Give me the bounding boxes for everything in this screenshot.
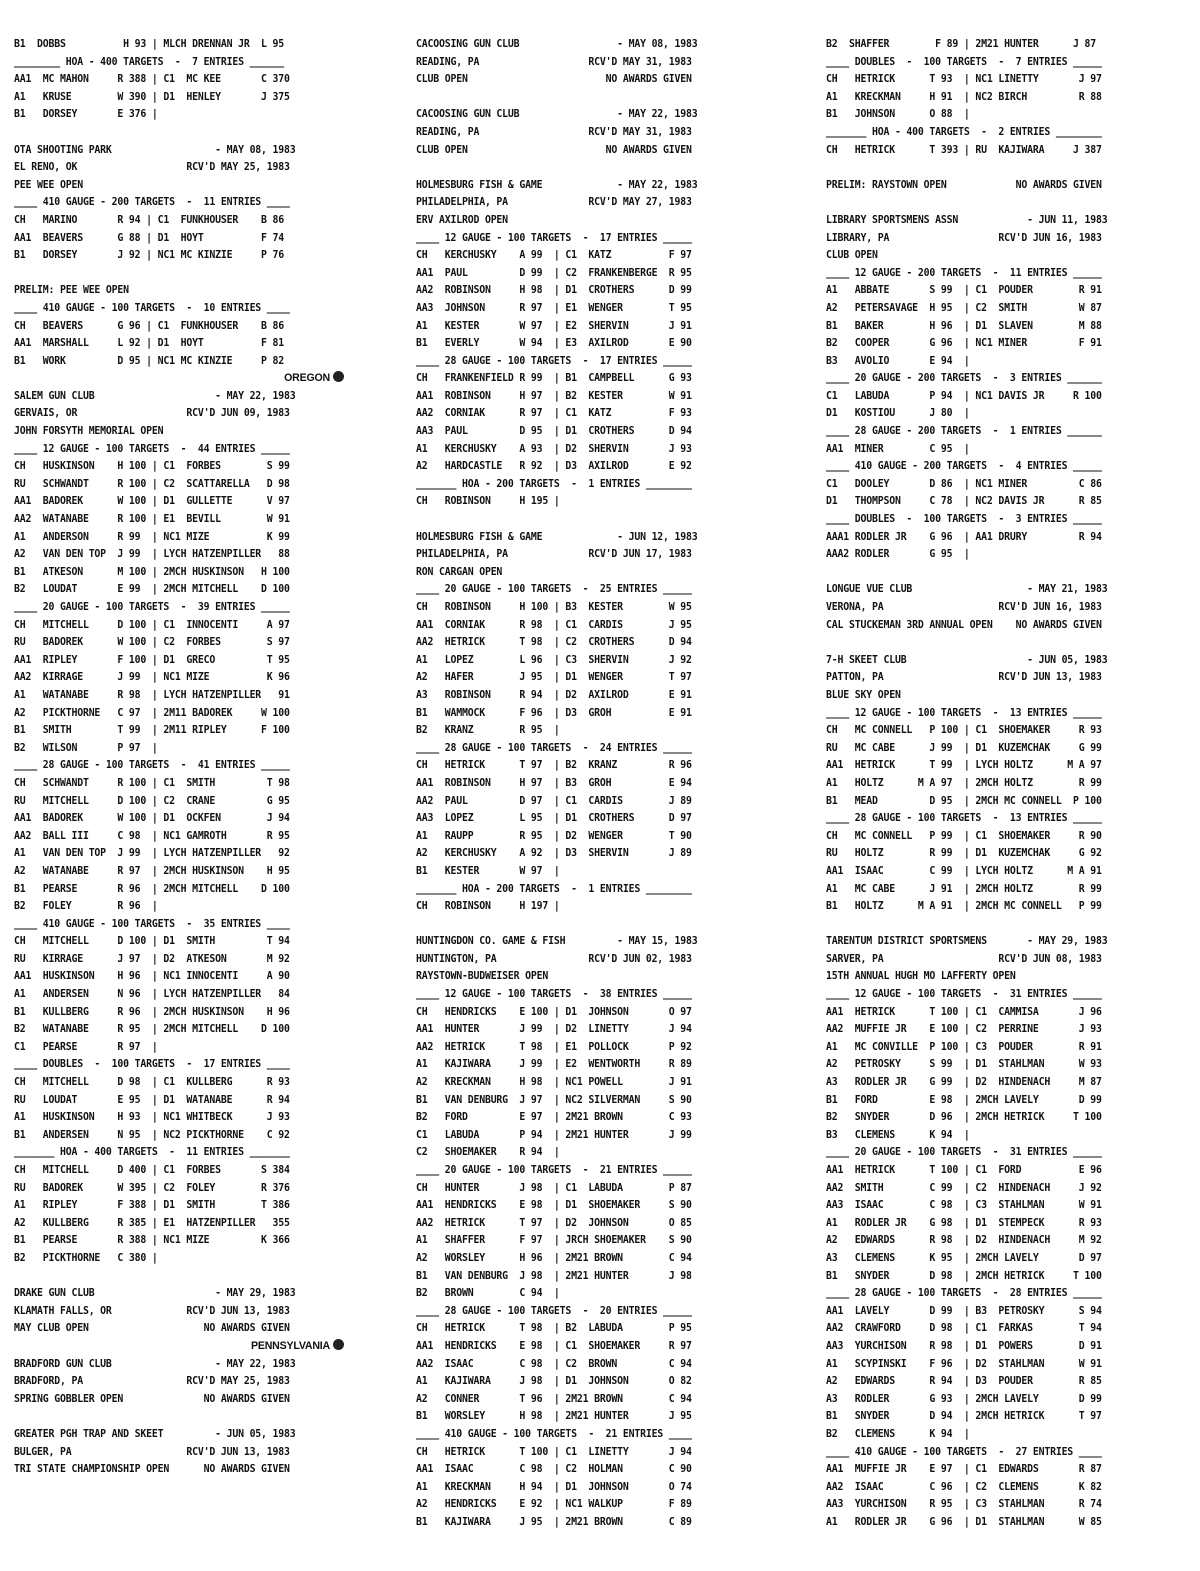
results-line: RU MC CABE J 99 | D1 KUZEMCHAK G 99 bbox=[826, 741, 1102, 754]
results-line: _______ HOA - 200 TARGETS - 1 ENTRIES ________ bbox=[416, 882, 692, 895]
results-line: A1 SCYPINSKI F 96 | D2 STAHLMAN W 91 bbox=[826, 1357, 1102, 1370]
results-line: TRI STATE CHAMPIONSHIP OPEN NO AWARDS GIVEN bbox=[14, 1463, 290, 1476]
results-line: CH ROBINSON H 100 | B3 KESTER W 95 bbox=[416, 601, 692, 613]
state-name: PENNSYLVANIA bbox=[250, 1339, 330, 1352]
results-line: _______ HOA - 400 TARGETS - 2 ENTRIES ________ bbox=[826, 125, 1102, 138]
spacer bbox=[826, 634, 1156, 652]
results-line: AA1 ROBINSON H 97 | B2 KESTER W 91 bbox=[416, 389, 692, 402]
results-line: CH SCHWANDT R 100 | C1 SMITH T 98 bbox=[14, 776, 290, 789]
results-line: AA1 MARSHALL L 92 | D1 HOYT F 81 bbox=[14, 337, 285, 350]
results-line: BRADFORD GUN CLUB - MAY 22, 1983 bbox=[14, 1357, 296, 1370]
results-line: AA1 BADOREK W 100 | D1 GULLETTE V 97 bbox=[14, 495, 290, 508]
results-line: B1 VAN DENBURG J 97 | NC2 SILVERMAN S 90 bbox=[416, 1093, 692, 1106]
results-line: CH HUSKINSON H 100 | C1 FORBES S 99 bbox=[14, 460, 290, 473]
spacer bbox=[826, 916, 1156, 934]
results-line: ____ 28 GAUGE - 100 TARGETS - 24 ENTRIES _____ bbox=[416, 741, 692, 754]
results-line: B2 SHAFFER F 89 | 2M21 HUNTER J 87 bbox=[826, 38, 1097, 50]
results-line: SARVER, PA RCV'D JUN 08, 1983 bbox=[826, 952, 1102, 965]
results-line: D1 THOMPSON C 78 | NC2 DAVIS JR R 85 bbox=[826, 495, 1102, 508]
results-line: A1 RIPLEY F 388 | D1 SMITH T 386 bbox=[14, 1199, 290, 1212]
spacer bbox=[14, 1408, 344, 1426]
results-line: A1 KRECKMAN H 94 | D1 JOHNSON O 74 bbox=[416, 1480, 692, 1493]
results-line: KLAMATH FALLS, OR RCV'D JUN 13, 1983 bbox=[14, 1304, 290, 1317]
results-line: CH BEAVERS G 96 | C1 FUNKHOUSER B 86 bbox=[14, 319, 285, 332]
results-line: A2 EDWARDS R 98 | D2 HINDENACH M 92 bbox=[826, 1234, 1102, 1247]
results-line: RU LOUDAT E 95 | D1 WATANABE R 94 bbox=[14, 1093, 290, 1106]
results-line: AAA1 RODLER JR G 96 | AA1 DRURY R 94 bbox=[826, 530, 1102, 543]
results-line: A3 ROBINSON R 94 | D2 AXILROD E 91 bbox=[416, 688, 692, 701]
results-line: AA2 MUFFIE JR E 100 | C2 PERRINE J 93 bbox=[826, 1023, 1102, 1036]
results-line: AA2 CRAWFORD D 98 | C1 FARKAS T 94 bbox=[826, 1322, 1102, 1335]
results-line: HUNTINGDON CO. GAME & FISH - MAY 15, 1983 bbox=[416, 935, 698, 948]
results-line: C1 LABUDA P 94 | 2M21 HUNTER J 99 bbox=[416, 1128, 692, 1141]
results-line: B2 KRANZ R 95 | bbox=[416, 724, 560, 737]
results-line: AA1 MC MAHON R 388 | C1 MC KEE C 370 bbox=[14, 73, 290, 86]
results-line: BLUE SKY OPEN bbox=[826, 688, 901, 701]
results-line: A2 VAN DEN TOP J 99 | LYCH HATZENPILLER 88 bbox=[14, 548, 290, 561]
results-line: CLUB OPEN NO AWARDS GIVEN bbox=[416, 143, 692, 156]
results-line: B1 ANDERSEN N 95 | NC2 PICKTHORNE C 92 bbox=[14, 1128, 290, 1141]
results-line: C1 LABUDA P 94 | NC1 DAVIS JR R 100 bbox=[826, 389, 1102, 402]
results-line: B2 BROWN C 94 | bbox=[416, 1287, 560, 1300]
results-line: AA2 SMITH C 99 | C2 HINDENACH J 92 bbox=[826, 1181, 1102, 1194]
results-line: AA1 HUNTER J 99 | D2 LINETTY J 94 bbox=[416, 1023, 692, 1036]
results-line: PATTON, PA RCV'D JUN 13, 1983 bbox=[826, 671, 1102, 684]
results-line: A1 LOPEZ L 96 | C3 SHERVIN J 92 bbox=[416, 653, 692, 666]
spacer bbox=[14, 1268, 344, 1286]
results-line: RU BADOREK W 100 | C2 FORBES S 97 bbox=[14, 636, 290, 649]
results-line: A2 PETROSKY S 99 | D1 STAHLMAN W 93 bbox=[826, 1058, 1102, 1071]
results-line: RU HOLTZ R 99 | D1 KUZEMCHAK G 92 bbox=[826, 847, 1102, 860]
results-line: B1 DORSEY J 92 | NC1 MC KINZIE P 76 bbox=[14, 249, 285, 262]
results-line: ____ 410 GAUGE - 100 TARGETS - 27 ENTRIES ____ bbox=[826, 1445, 1102, 1458]
results-line: RU SCHWANDT R 100 | C2 SCATTARELLA D 98 bbox=[14, 477, 290, 490]
results-line: A1 ABBATE S 99 | C1 POUDER R 91 bbox=[826, 284, 1102, 297]
results-line: B1 JOHNSON O 88 | bbox=[826, 108, 970, 121]
results-line: C2 SHOEMAKER R 94 | bbox=[416, 1146, 560, 1159]
results-line: ____ 12 GAUGE - 100 TARGETS - 13 ENTRIES _____ bbox=[826, 706, 1102, 719]
results-line: RON CARGAN OPEN bbox=[416, 565, 503, 578]
results-line: B1 WAMMOCK F 96 | D3 GROH E 91 bbox=[416, 706, 692, 719]
results-line: A1 WATANABE R 98 | LYCH HATZENPILLER 91 bbox=[14, 688, 290, 701]
results-line: BRADFORD, PA RCV'D MAY 25, 1983 bbox=[14, 1375, 290, 1388]
results-column-1 bbox=[14, 36, 344, 1479]
spacer bbox=[826, 159, 1156, 177]
results-line: CH MITCHELL D 100 | D1 SMITH T 94 bbox=[14, 935, 290, 948]
results-line: B2 WILSON P 97 | bbox=[14, 741, 158, 754]
results-line: AA1 BEAVERS G 88 | D1 HOYT F 74 bbox=[14, 231, 285, 244]
results-line: ____ 28 GAUGE - 200 TARGETS - 1 ENTRIES ______ bbox=[826, 425, 1102, 438]
spacer bbox=[416, 511, 746, 529]
results-line: CH FRANKENFIELD R 99 | B1 CAMPBELL G 93 bbox=[416, 372, 692, 385]
results-line: CH MC CONNELL P 99 | C1 SHOEMAKER R 90 bbox=[826, 829, 1102, 842]
results-line: AA2 ISAAC C 96 | C2 CLEMENS K 82 bbox=[826, 1480, 1102, 1493]
results-line: CH KERCHUSKY A 99 | C1 KATZ F 97 bbox=[416, 249, 692, 262]
results-line: _______ HOA - 200 TARGETS - 1 ENTRIES ________ bbox=[416, 477, 692, 490]
results-line: A1 VAN DEN TOP J 99 | LYCH HATZENPILLER 92 bbox=[14, 847, 290, 860]
results-line: AA1 RIPLEY F 100 | D1 GRECO T 95 bbox=[14, 653, 290, 666]
results-line: AA3 LOPEZ L 95 | D1 CROTHERS D 97 bbox=[416, 812, 692, 825]
results-column-3 bbox=[826, 36, 1156, 1531]
results-line: ____ 12 GAUGE - 100 TARGETS - 17 ENTRIES _____ bbox=[416, 231, 692, 244]
results-line: A1 RAUPP R 95 | D2 WENGER T 90 bbox=[416, 829, 692, 842]
results-line: A1 RODLER JR G 96 | D1 STAHLMAN W 85 bbox=[826, 1515, 1102, 1528]
results-line: _______ HOA - 400 TARGETS - 11 ENTRIES _______ bbox=[14, 1146, 290, 1159]
results-line: CH HETRICK T 93 | NC1 LINETTY J 97 bbox=[826, 73, 1102, 86]
results-line: AA3 ISAAC C 98 | C3 STAHLMAN W 91 bbox=[826, 1199, 1102, 1212]
results-line: AA2 ROBINSON H 98 | D1 CROTHERS D 99 bbox=[416, 284, 692, 297]
results-line: A2 HARDCASTLE R 92 | D3 AXILROD E 92 bbox=[416, 460, 692, 473]
results-line: A3 RODLER JR G 99 | D2 HINDENACH M 87 bbox=[826, 1076, 1102, 1089]
results-line: DRAKE GUN CLUB - MAY 29, 1983 bbox=[14, 1287, 296, 1300]
results-line: ____ 12 GAUGE - 100 TARGETS - 44 ENTRIES _____ bbox=[14, 442, 290, 455]
results-line: AA1 PAUL D 99 | C2 FRANKENBERGE R 95 bbox=[416, 266, 692, 279]
results-line: B1 KAJIWARA J 95 | 2M21 BROWN C 89 bbox=[416, 1515, 692, 1528]
results-line: HUNTINGTON, PA RCV'D JUN 02, 1983 bbox=[416, 952, 692, 965]
results-line: PEE WEE OPEN bbox=[14, 178, 83, 191]
results-line: B1 SNYDER D 94 | 2MCH HETRICK T 97 bbox=[826, 1410, 1102, 1423]
spacer bbox=[14, 124, 344, 142]
results-line: TARENTUM DISTRICT SPORTSMENS - MAY 29, 1983 bbox=[826, 935, 1108, 948]
results-line: B1 DOBBS H 93 | MLCH DRENNAN JR L 95 bbox=[14, 38, 285, 50]
results-line: 7-H SKEET CLUB - JUN 05, 1983 bbox=[826, 653, 1108, 666]
results-line: PRELIM: PEE WEE OPEN bbox=[14, 284, 129, 297]
results-line: A2 PICKTHORNE C 97 | 2M11 BADOREK W 100 bbox=[14, 706, 290, 719]
results-line: A2 KERCHUSKY A 92 | D3 SHERVIN J 89 bbox=[416, 847, 692, 860]
results-line: A1 SHAFFER F 97 | JRCH SHOEMAKER S 90 bbox=[416, 1234, 692, 1247]
results-line: B1 FORD E 98 | 2MCH LAVELY D 99 bbox=[826, 1093, 1102, 1106]
results-line: LONGUE VUE CLUB - MAY 21, 1983 bbox=[826, 583, 1108, 596]
results-line: AA2 HETRICK T 98 | E1 POLLOCK P 92 bbox=[416, 1040, 692, 1053]
results-line: CACOOSING GUN CLUB - MAY 08, 1983 bbox=[416, 38, 698, 50]
bullet-icon bbox=[333, 371, 344, 382]
results-line: A2 HENDRICKS E 92 | NC1 WALKUP F 89 bbox=[416, 1498, 692, 1511]
results-line: AA2 HETRICK T 97 | D2 JOHNSON O 85 bbox=[416, 1216, 692, 1229]
results-line: AA1 CORNIAK R 98 | C1 CARDIS J 95 bbox=[416, 618, 692, 631]
results-line: BULGER, PA RCV'D JUN 13, 1983 bbox=[14, 1445, 290, 1458]
results-line: A1 HUSKINSON H 93 | NC1 WHITBECK J 93 bbox=[14, 1111, 290, 1124]
results-line: A3 CLEMENS K 95 | 2MCH LAVELY D 97 bbox=[826, 1251, 1102, 1264]
results-line: AA1 ISAAC C 99 | LYCH HOLTZ M A 91 bbox=[826, 864, 1102, 877]
results-line: AA1 HENDRICKS E 98 | D1 SHOEMAKER S 90 bbox=[416, 1199, 692, 1212]
results-line: AA2 ISAAC C 98 | C2 BROWN C 94 bbox=[416, 1357, 692, 1370]
results-line: B1 DORSEY E 376 | bbox=[14, 108, 158, 121]
results-line: ____ 28 GAUGE - 100 TARGETS - 20 ENTRIES _____ bbox=[416, 1304, 692, 1317]
results-line: B2 PICKTHORNE C 380 | bbox=[14, 1251, 158, 1264]
results-line: A1 KAJIWARA J 99 | E2 WENTWORTH R 89 bbox=[416, 1058, 692, 1071]
results-line: CH MITCHELL D 98 | C1 KULLBERG R 93 bbox=[14, 1076, 290, 1089]
results-line: A1 KESTER W 97 | E2 SHERVIN J 91 bbox=[416, 319, 692, 332]
results-line: ____ 410 GAUGE - 100 TARGETS - 35 ENTRIES ____ bbox=[14, 917, 290, 930]
results-line: ____ 410 GAUGE - 100 TARGETS - 21 ENTRIES ____ bbox=[416, 1427, 692, 1440]
results-line: AA2 WATANABE R 100 | E1 BEVILL W 91 bbox=[14, 513, 290, 526]
results-line: ____ 410 GAUGE - 200 TARGETS - 4 ENTRIES _____ bbox=[826, 460, 1102, 473]
results-line: RAYSTOWN-BUDWEISER OPEN bbox=[416, 970, 549, 983]
results-line: B1 HOLTZ M A 91 | 2MCH MC CONNELL P 99 bbox=[826, 900, 1102, 913]
results-line: B2 FORD E 97 | 2M21 BROWN C 93 bbox=[416, 1111, 692, 1124]
results-line: B1 EVERLY W 94 | E3 AXILROD E 90 bbox=[416, 337, 692, 350]
results-line: READING, PA RCV'D MAY 31, 1983 bbox=[416, 55, 692, 68]
results-line: CH MC CONNELL P 100 | C1 SHOEMAKER R 93 bbox=[826, 724, 1102, 737]
results-line: B1 SMITH T 99 | 2M11 RIPLEY F 100 bbox=[14, 724, 290, 737]
results-line: B1 WORK D 95 | NC1 MC KINZIE P 82 bbox=[14, 354, 285, 367]
results-line: AAA2 RODLER G 95 | bbox=[826, 548, 970, 561]
results-line: ____ 28 GAUGE - 100 TARGETS - 28 ENTRIES _____ bbox=[826, 1287, 1102, 1300]
results-line: AA1 BADOREK W 100 | D1 OCKFEN J 94 bbox=[14, 812, 290, 825]
results-line: AA2 HETRICK T 98 | C2 CROTHERS D 94 bbox=[416, 636, 692, 649]
results-line: ERV AXILROD OPEN bbox=[416, 213, 508, 226]
results-line: B2 CLEMENS K 94 | bbox=[826, 1427, 970, 1440]
state-heading bbox=[14, 1338, 344, 1356]
bullet-icon bbox=[333, 1339, 344, 1350]
results-line: PHILADELPHIA, PA RCV'D JUN 17, 1983 bbox=[416, 548, 692, 561]
results-line: A1 MC CONVILLE P 100 | C3 POUDER R 91 bbox=[826, 1040, 1102, 1053]
results-line: CH HETRICK T 98 | B2 LABUDA P 95 bbox=[416, 1322, 692, 1335]
results-line: CACOOSING GUN CLUB - MAY 22, 1983 bbox=[416, 108, 698, 121]
results-line: AA3 YURCHISON R 95 | C3 STAHLMAN R 74 bbox=[826, 1498, 1102, 1511]
results-line: PRELIM: RAYSTOWN OPEN NO AWARDS GIVEN bbox=[826, 178, 1102, 191]
results-line: B1 ATKESON M 100 | 2MCH HUSKINSON H 100 bbox=[14, 565, 290, 578]
results-line: AA1 HUSKINSON H 96 | NC1 INNOCENTI A 90 bbox=[14, 970, 290, 983]
results-column-2 bbox=[416, 36, 746, 1531]
results-line: CH HENDRICKS E 100 | D1 JOHNSON O 97 bbox=[416, 1005, 692, 1018]
results-line: B3 CLEMENS K 94 | bbox=[826, 1128, 970, 1141]
results-line: AA1 HETRICK T 100 | C1 FORD E 96 bbox=[826, 1164, 1102, 1176]
results-line: C1 DOOLEY D 86 | NC1 MINER C 86 bbox=[826, 477, 1102, 490]
results-line: ____ 28 GAUGE - 100 TARGETS - 41 ENTRIES _____ bbox=[14, 759, 290, 772]
results-line: A1 RODLER JR G 98 | D1 STEMPECK R 93 bbox=[826, 1216, 1102, 1229]
results-line: ____ 12 GAUGE - 100 TARGETS - 38 ENTRIES _____ bbox=[416, 988, 692, 1001]
results-line: A1 KAJIWARA J 98 | D1 JOHNSON O 82 bbox=[416, 1375, 692, 1388]
results-line: ____ 20 GAUGE - 100 TARGETS - 25 ENTRIES _____ bbox=[416, 583, 692, 596]
state-heading bbox=[14, 370, 344, 388]
state-name: OREGON bbox=[284, 372, 330, 385]
results-line: OTA SHOOTING PARK - MAY 08, 1983 bbox=[14, 143, 296, 156]
results-line: ____ 28 GAUGE - 100 TARGETS - 17 ENTRIES _____ bbox=[416, 354, 692, 367]
results-line: AA2 BALL III C 98 | NC1 GAMROTH R 95 bbox=[14, 829, 290, 842]
results-line: CH HETRICK T 100 | C1 LINETTY J 94 bbox=[416, 1445, 692, 1458]
results-line: AA1 MUFFIE JR E 97 | C1 EDWARDS R 87 bbox=[826, 1463, 1102, 1476]
results-line: 15TH ANNUAL HUGH MO LAFFERTY OPEN bbox=[826, 970, 1016, 983]
results-line: B1 PEARSE R 96 | 2MCH MITCHELL D 100 bbox=[14, 882, 290, 895]
results-line: A2 CONNER T 96 | 2M21 BROWN C 94 bbox=[416, 1392, 692, 1405]
results-line: B1 SNYDER D 98 | 2MCH HETRICK T 100 bbox=[826, 1269, 1102, 1282]
results-line: ____ 410 GAUGE - 200 TARGETS - 11 ENTRIES ____ bbox=[14, 196, 290, 209]
spacer bbox=[416, 89, 746, 107]
results-line: CH MARINO R 94 | C1 FUNKHOUSER B 86 bbox=[14, 213, 285, 226]
results-line: CH ROBINSON H 195 | bbox=[416, 495, 560, 508]
results-line: CH HUNTER J 98 | C1 LABUDA P 87 bbox=[416, 1181, 692, 1194]
results-line: AA2 KIRRAGE J 99 | NC1 MIZE K 96 bbox=[14, 671, 290, 684]
results-line: A1 KRECKMAN H 91 | NC2 BIRCH R 88 bbox=[826, 90, 1102, 103]
results-line: B2 FOLEY R 96 | bbox=[14, 900, 158, 913]
results-line: AA1 ROBINSON H 97 | B3 GROH E 94 bbox=[416, 776, 692, 789]
results-line: A1 KRUSE W 390 | D1 HENLEY J 375 bbox=[14, 90, 290, 103]
results-line: SALEM GUN CLUB - MAY 22, 1983 bbox=[14, 389, 296, 402]
results-line: CH HETRICK T 97 | B2 KRANZ R 96 bbox=[416, 759, 692, 772]
results-line: ____ DOUBLES - 100 TARGETS - 17 ENTRIES ____ bbox=[14, 1058, 290, 1071]
results-line: ____ 20 GAUGE - 200 TARGETS - 3 ENTRIES ______ bbox=[826, 372, 1102, 385]
results-line: CH MITCHELL D 400 | C1 FORBES S 384 bbox=[14, 1164, 290, 1176]
results-line: A2 HAFER J 95 | D1 WENGER T 97 bbox=[416, 671, 692, 684]
results-line: MAY CLUB OPEN NO AWARDS GIVEN bbox=[14, 1322, 290, 1335]
results-line: SPRING GOBBLER OPEN NO AWARDS GIVEN bbox=[14, 1392, 290, 1405]
results-line: ____ 410 GAUGE - 100 TARGETS - 10 ENTRIES ____ bbox=[14, 301, 290, 314]
results-line: C1 PEARSE R 97 | bbox=[14, 1040, 158, 1053]
results-line: AA1 LAVELY D 99 | B3 PETROSKY S 94 bbox=[826, 1304, 1102, 1317]
results-line: D1 KOSTIOU J 80 | bbox=[826, 407, 970, 420]
results-line: A2 PETERSAVAGE H 95 | C2 SMITH W 87 bbox=[826, 301, 1102, 314]
results-line: AA3 JOHNSON R 97 | E1 WENGER T 95 bbox=[416, 301, 692, 314]
results-line: JOHN FORSYTH MEMORIAL OPEN bbox=[14, 425, 164, 438]
spacer bbox=[416, 159, 746, 177]
results-line: HOLMESBURG FISH & GAME - JUN 12, 1983 bbox=[416, 530, 698, 543]
results-line: A1 ANDERSON R 99 | NC1 MIZE K 99 bbox=[14, 530, 290, 543]
results-line: ________ HOA - 400 TARGETS - 7 ENTRIES ______ bbox=[14, 55, 285, 68]
results-line: AA1 MINER C 95 | bbox=[826, 442, 970, 455]
results-line: PHILADELPHIA, PA RCV'D MAY 27, 1983 bbox=[416, 196, 692, 209]
results-line: B2 SNYDER D 96 | 2MCH HETRICK T 100 bbox=[826, 1111, 1102, 1124]
results-line: CAL STUCKEMAN 3RD ANNUAL OPEN NO AWARDS GIVEN bbox=[826, 618, 1102, 631]
results-line: ____ 28 GAUGE - 100 TARGETS - 13 ENTRIES _____ bbox=[826, 812, 1102, 825]
results-line: GERVAIS, OR RCV'D JUN 09, 1983 bbox=[14, 407, 290, 420]
results-line: RU BADOREK W 395 | C2 FOLEY R 376 bbox=[14, 1181, 290, 1194]
results-line: AA1 HETRICK T 99 | LYCH HOLTZ M A 97 bbox=[826, 759, 1102, 772]
results-line: B1 WORSLEY H 98 | 2M21 HUNTER J 95 bbox=[416, 1410, 692, 1423]
results-line: CH HETRICK T 393 | RU KAJIWARA J 387 bbox=[826, 143, 1102, 156]
results-line: B1 BAKER H 96 | D1 SLAVEN M 88 bbox=[826, 319, 1102, 332]
results-line: B1 KULLBERG R 96 | 2MCH HUSKINSON H 96 bbox=[14, 1005, 290, 1018]
results-line: ____ DOUBLES - 100 TARGETS - 3 ENTRIES _____ bbox=[826, 513, 1102, 526]
results-line: EL RENO, OK RCV'D MAY 25, 1983 bbox=[14, 161, 290, 174]
results-line: B1 PEARSE R 388 | NC1 MIZE K 366 bbox=[14, 1234, 290, 1247]
results-line: AA1 HETRICK T 100 | C1 CAMMISA J 96 bbox=[826, 1005, 1102, 1018]
results-line: B1 VAN DENBURG J 98 | 2M21 HUNTER J 98 bbox=[416, 1269, 692, 1282]
results-line: RU MITCHELL D 100 | C2 CRANE G 95 bbox=[14, 794, 290, 807]
results-line: A1 HOLTZ M A 97 | 2MCH HOLTZ R 99 bbox=[826, 776, 1102, 789]
results-line: A2 EDWARDS R 94 | D3 POUDER R 85 bbox=[826, 1375, 1102, 1388]
results-line: ____ 12 GAUGE - 100 TARGETS - 31 ENTRIES _____ bbox=[826, 988, 1102, 1001]
results-line: A2 WORSLEY H 96 | 2M21 BROWN C 94 bbox=[416, 1251, 692, 1264]
results-line: B2 LOUDAT E 99 | 2MCH MITCHELL D 100 bbox=[14, 583, 290, 596]
results-line: AA1 HENDRICKS E 98 | C1 SHOEMAKER R 97 bbox=[416, 1339, 692, 1352]
results-line: B2 WATANABE R 95 | 2MCH MITCHELL D 100 bbox=[14, 1023, 290, 1036]
results-line: AA3 PAUL D 95 | D1 CROTHERS D 94 bbox=[416, 425, 692, 438]
spacer bbox=[14, 265, 344, 283]
results-line: CH ROBINSON H 197 | bbox=[416, 900, 560, 913]
results-line: HOLMESBURG FISH & GAME - MAY 22, 1983 bbox=[416, 178, 698, 191]
results-line: A2 KRECKMAN H 98 | NC1 POWELL J 91 bbox=[416, 1076, 692, 1089]
results-line: A2 KULLBERG R 385 | E1 HATZENPILLER 355 bbox=[14, 1216, 290, 1229]
spacer bbox=[416, 916, 746, 934]
results-line: B3 AVOLIO E 94 | bbox=[826, 354, 970, 367]
results-line: A1 ANDERSEN N 96 | LYCH HATZENPILLER 84 bbox=[14, 988, 290, 1001]
results-line: CLUB OPEN NO AWARDS GIVEN bbox=[416, 73, 692, 86]
results-line: B1 MEAD D 95 | 2MCH MC CONNELL P 100 bbox=[826, 794, 1102, 807]
results-line: ____ DOUBLES - 100 TARGETS - 7 ENTRIES _____ bbox=[826, 55, 1102, 68]
results-line: READING, PA RCV'D MAY 31, 1983 bbox=[416, 125, 692, 138]
results-line: B2 COOPER G 96 | NC1 MINER F 91 bbox=[826, 337, 1102, 350]
results-line: CH MITCHELL D 100 | C1 INNOCENTI A 97 bbox=[14, 618, 290, 631]
results-line: VERONA, PA RCV'D JUN 16, 1983 bbox=[826, 601, 1102, 613]
spacer bbox=[826, 194, 1156, 212]
results-line: ____ 20 GAUGE - 100 TARGETS - 31 ENTRIES _____ bbox=[826, 1146, 1102, 1159]
results-line: A1 KERCHUSKY A 93 | D2 SHERVIN J 93 bbox=[416, 442, 692, 455]
results-line: AA1 ISAAC C 98 | C2 HOLMAN C 90 bbox=[416, 1463, 692, 1476]
results-line: AA3 YURCHISON R 98 | D1 POWERS D 91 bbox=[826, 1339, 1102, 1352]
results-line: ____ 20 GAUGE - 100 TARGETS - 39 ENTRIES _____ bbox=[14, 601, 290, 613]
spacer bbox=[826, 564, 1156, 582]
results-line: B1 KESTER W 97 | bbox=[416, 864, 560, 877]
results-line: A1 MC CABE J 91 | 2MCH HOLTZ R 99 bbox=[826, 882, 1102, 895]
results-line: A2 WATANABE R 97 | 2MCH HUSKINSON H 95 bbox=[14, 864, 290, 877]
results-line: RU KIRRAGE J 97 | D2 ATKESON M 92 bbox=[14, 952, 290, 965]
results-line: AA2 CORNIAK R 97 | C1 KATZ F 93 bbox=[416, 407, 692, 420]
results-line: GREATER PGH TRAP AND SKEET - JUN 05, 1983 bbox=[14, 1427, 296, 1440]
results-line: LIBRARY SPORTSMENS ASSN - JUN 11, 1983 bbox=[826, 213, 1108, 226]
results-line: CLUB OPEN bbox=[826, 249, 878, 262]
results-line: LIBRARY, PA RCV'D JUN 16, 1983 bbox=[826, 231, 1102, 244]
results-line: ____ 12 GAUGE - 200 TARGETS - 11 ENTRIES _____ bbox=[826, 266, 1102, 279]
results-line: AA2 PAUL D 97 | C1 CARDIS J 89 bbox=[416, 794, 692, 807]
results-line: ____ 20 GAUGE - 100 TARGETS - 21 ENTRIES _____ bbox=[416, 1164, 692, 1176]
results-line: A3 RODLER G 93 | 2MCH LAVELY D 99 bbox=[826, 1392, 1102, 1405]
